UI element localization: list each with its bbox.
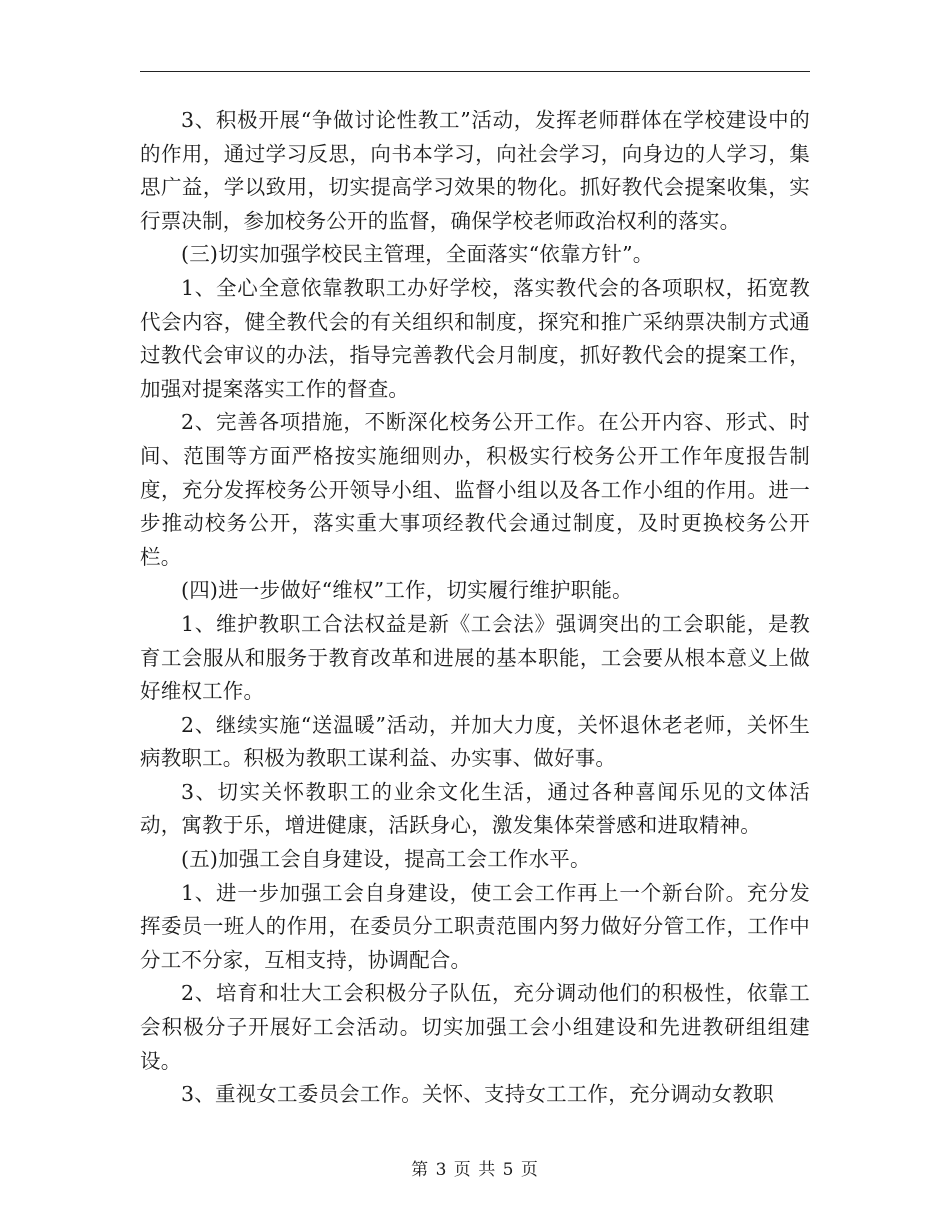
paragraph: 1、维护教职工合法权益是新《工会法》强调突出的工会职能，是教育工会服从和服务于教育改革和进展的基本职能，工会要从根本意义上做好维权工作。 [140,611,810,704]
section-heading: (三)切实加强学校民主管理，全面落实“依靠方针”。 [181,242,654,267]
paragraph: 2、完善各项措施，不断深化校务公开工作。在公开内容、形式、时间、范围等方面严格按实施细则办，积极实行校务公开工作年度报告制度，充分发挥校务公开领导小组、监督小组以及各工作小组的作用。进一步推动校务公开，落实重大事项经教代会通过制度，及时更换校务公开栏。 [140,410,810,569]
paragraph: 1、进一步加强工会自身建设，使工会工作再上一个新台阶。充分发挥委员一班人的作用，在委员分工职责范围内努力做好分管工作，工作中分工不分家，互相支持，协调配合。 [140,880,810,972]
header-rule [140,71,810,72]
paragraph: 3、积极开展“争做讨论性教工”活动，发挥老师群体在学校建设中的的作用，通过学习反思，向书本学习，向社会学习，向身边的人学习，集思广益，学以致用，切实提高学习效果的物化。抓好教代会提案收集，实行票决制，参加校务公开的监督，确保学校老师政治权利的落实。 [140,108,810,233]
paragraph: 2、培育和壮大工会积极分子队伍，充分调动他们的积极性，依靠工会积极分子开展好工会活动。切实加强工会小组建设和先进教研组组建设。 [140,981,810,1073]
paragraph: 2、继续实施“送温暖”活动，并加大力度，关怀退休老老师，关怀生病教职工。积极为教职工谋利益、办实事、做好事。 [140,712,810,771]
paragraph: 3、切实关怀教职工的业余文化生活，通过各种喜闻乐见的文体活动，寓教于乐，增进健康，活跃身心，激发集体荣誉感和进取精神。 [140,779,810,838]
section-heading: (四)进一步做好“维权”工作，切实履行维护职能。 [181,578,633,603]
page-number-footer: 第 3 页 共 5 页 [411,1160,539,1180]
paragraph: 3、重视女工委员会工作。关怀、支持女工工作，充分调动女教职 [181,1082,774,1107]
document-body [140,104,810,1112]
paragraph: 1、全心全意依靠教职工办好学校，落实教代会的各项职权，拓宽教代会内容，健全教代会的有关组织和制度，探究和推广采纳票决制方式通过教代会审议的办法，指导完善教代会月制度，抓好教代会的提案工作，加强对提案落实工作的督查。 [140,275,810,401]
section-heading: (五)加强工会自身建设，提高工会工作水平。 [181,847,591,872]
